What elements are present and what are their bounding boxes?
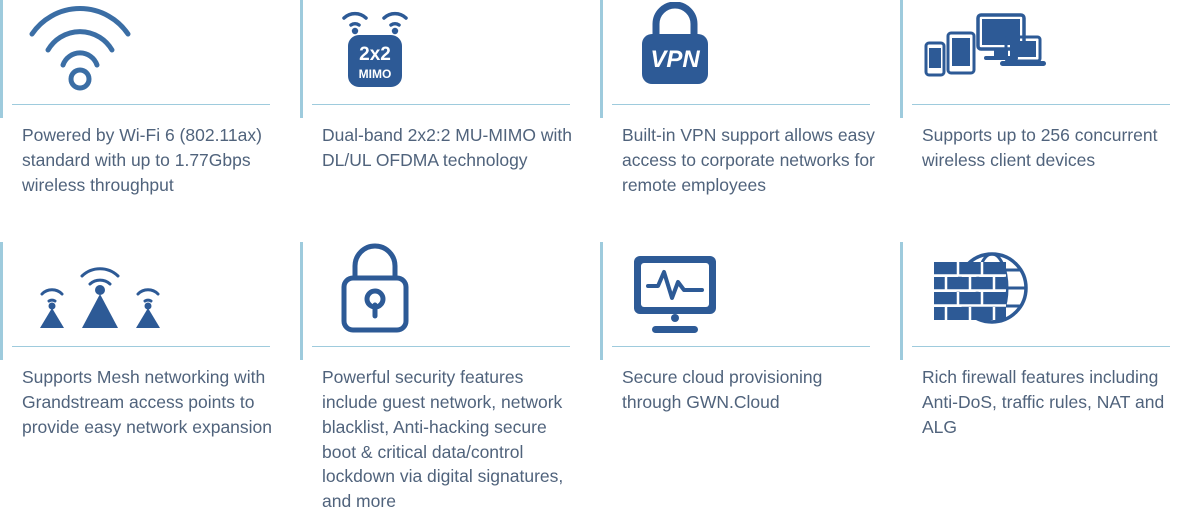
mesh-network-icon (12, 242, 300, 342)
card-divider (12, 104, 270, 105)
feature-text: Supports Mesh networking with Grandstream access points to provide easy network expansion (22, 367, 273, 437)
wifi-icon (12, 0, 300, 100)
mimo-main-label: 2x2 (359, 44, 391, 65)
card-divider (312, 346, 570, 347)
mimo-2x2-icon (312, 0, 600, 100)
feature-card-devices (900, 0, 1200, 242)
multi-device-icon (912, 0, 1200, 100)
feature-text: Supports up to 256 concurrent wireless client devices (922, 125, 1158, 170)
feature-text: Secure cloud provisioning through GWN.Cloud (622, 367, 823, 412)
monitor-pulse-icon (612, 242, 900, 342)
card-divider (912, 346, 1170, 347)
feature-card-firewall (900, 242, 1200, 515)
feature-text: Rich firewall features including Anti-DoS, traffic rules, NAT and ALG (922, 367, 1165, 437)
card-divider (12, 346, 270, 347)
card-divider (312, 104, 570, 105)
vpn-lock-icon (612, 0, 900, 100)
feature-card-mesh (0, 242, 300, 515)
feature-card-cloud-provisioning (600, 242, 900, 515)
mimo-sub-label: MIMO (358, 67, 392, 81)
feature-text: Powered by Wi-Fi 6 (802.11ax) standard with up to 1.77Gbps wireless throughput (22, 125, 262, 195)
vpn-label: VPN (650, 46, 700, 73)
feature-text: Dual-band 2x2:2 MU-MIMO with DL/UL OFDMA technology (322, 125, 572, 170)
feature-text: Powerful security features include guest network, network blacklist, Anti-hacking secure boot & critical data/control lockdown via digital signatures, and more (322, 367, 564, 512)
card-divider (612, 104, 870, 105)
feature-card-vpn (600, 0, 900, 242)
padlock-icon (312, 242, 600, 342)
card-divider (912, 104, 1170, 105)
feature-card-security (300, 242, 600, 515)
feature-text: Built-in VPN support allows easy access to corporate networks for remote employees (622, 125, 875, 195)
firewall-globe-icon (912, 242, 1200, 342)
feature-card-mimo (300, 0, 600, 242)
feature-card-wifi (0, 0, 300, 242)
card-divider (612, 346, 870, 347)
